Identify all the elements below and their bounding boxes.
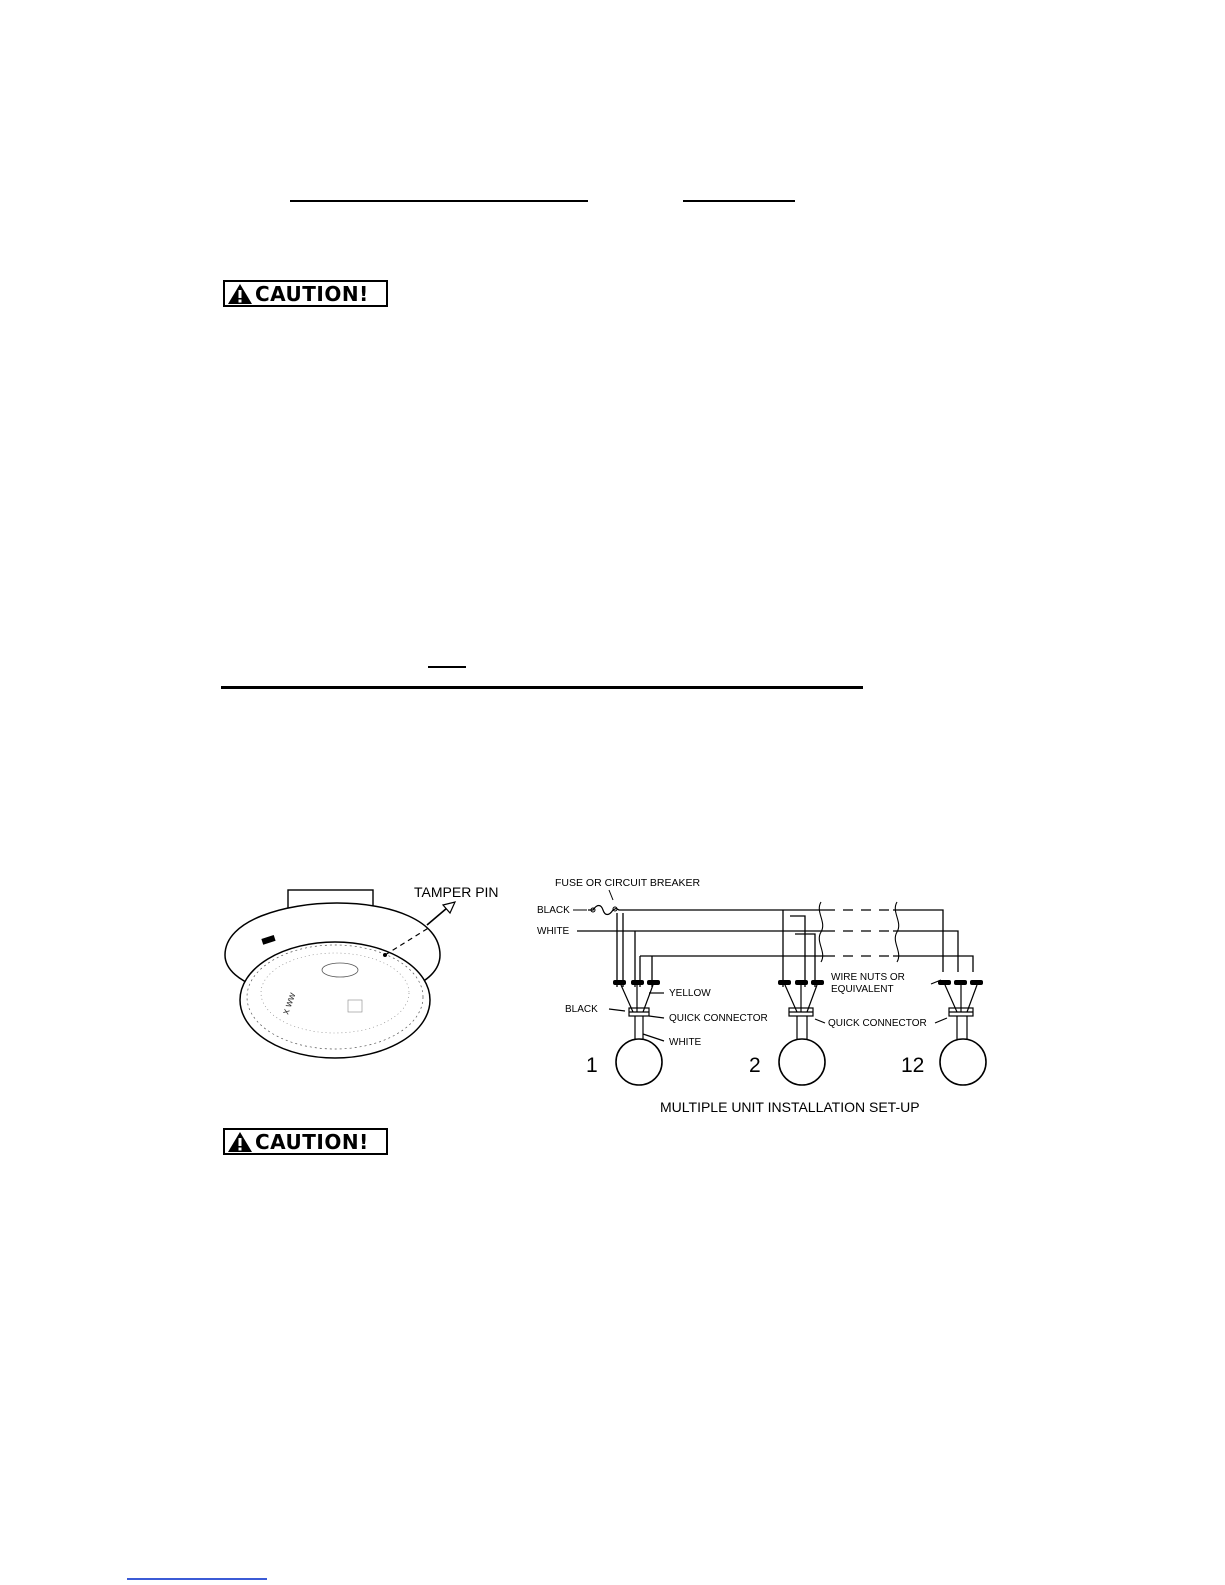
caution-badge-bottom (223, 1128, 388, 1155)
quick-connector-label-1: QUICK CONNECTOR (669, 1013, 768, 1024)
wiring-caption: MULTIPLE UNIT INSTALLATION SET-UP (660, 1099, 920, 1115)
detector-unit-1 (616, 1039, 662, 1085)
detector-figure (215, 875, 505, 1070)
unit-number-1: 1 (586, 1054, 598, 1077)
caution-label: CAUTION! (255, 1129, 369, 1154)
wire-nuts-label-2: EQUIVALENT (831, 984, 894, 995)
detector-unit-2 (779, 1039, 825, 1085)
caution-badge-top (223, 280, 388, 307)
section-short-underline (428, 666, 466, 668)
tamper-pin-label: TAMPER PIN (414, 884, 499, 900)
warning-triangle-icon (227, 283, 253, 305)
yellow-label: YELLOW (669, 988, 711, 999)
fuse-label: FUSE OR CIRCUIT BREAKER (555, 877, 701, 889)
tamper-pin-icon (427, 902, 455, 925)
svg-text:x ww: x ww (280, 991, 299, 1017)
wire-nuts-label-1: WIRE NUTS OR (831, 972, 905, 983)
caution-label: CAUTION! (255, 281, 369, 306)
black-unit-label: BLACK (565, 1004, 598, 1015)
section-divider (221, 686, 863, 689)
detector-unit-12 (940, 1039, 986, 1085)
wire-nut-icons (613, 980, 983, 985)
warning-triangle-icon (227, 1131, 253, 1153)
heading-underline-left (290, 200, 588, 202)
fuse-icon (588, 906, 617, 915)
wiring-diagram (525, 872, 1005, 1122)
quick-connector-label-2: QUICK CONNECTOR (828, 1018, 927, 1029)
heading-underline-right (683, 200, 795, 202)
white-unit-label: WHITE (669, 1037, 702, 1048)
white-wire-label: WHITE (537, 926, 570, 937)
unit-number-12: 12 (901, 1054, 925, 1077)
unit-number-2: 2 (749, 1054, 761, 1077)
footer-link[interactable] (127, 1578, 267, 1580)
black-wire-label: BLACK (537, 905, 570, 916)
